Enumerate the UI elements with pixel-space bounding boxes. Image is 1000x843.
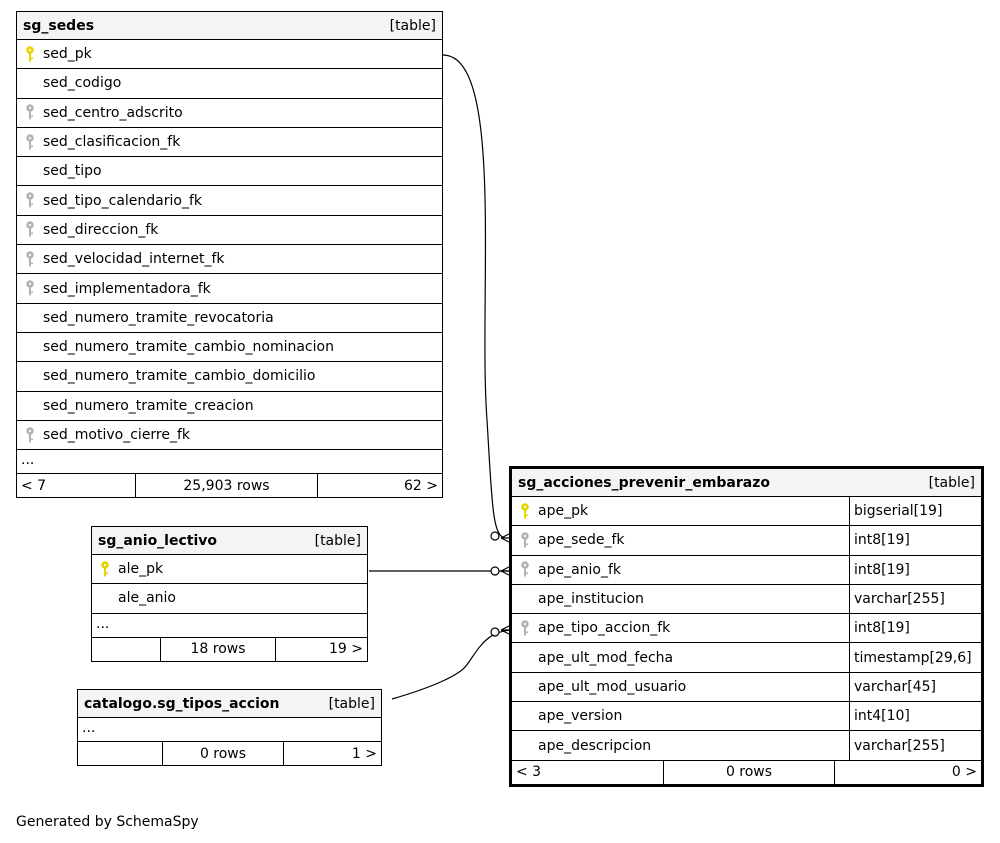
column-type: int8[19] bbox=[849, 614, 981, 642]
column-row[interactable] bbox=[512, 731, 981, 760]
column-name: sed_numero_tramite_revocatoria bbox=[43, 309, 274, 326]
column-row[interactable] bbox=[512, 614, 981, 643]
relation-sedes-optional-marker bbox=[491, 532, 499, 540]
column-type: varchar[255] bbox=[849, 731, 981, 759]
column-row[interactable] bbox=[512, 702, 981, 731]
column-name: ape_version bbox=[538, 708, 623, 725]
table-footer bbox=[17, 474, 442, 497]
column-row[interactable] bbox=[512, 526, 981, 555]
column-name: ape_pk bbox=[538, 503, 589, 520]
table-name: catalogo.sg_tipos_accion bbox=[84, 695, 280, 712]
foreign-key-icon bbox=[25, 134, 35, 151]
foreign-key-icon bbox=[25, 427, 35, 444]
key-cell bbox=[512, 503, 538, 520]
table-sg-anio-lectivo[interactable] bbox=[91, 526, 368, 662]
column-row[interactable] bbox=[512, 497, 981, 526]
table-kind: [table] bbox=[389, 17, 436, 34]
column-name: ape_anio_fk bbox=[538, 561, 622, 578]
more-columns-ellipsis: ... bbox=[78, 718, 381, 742]
column-name: ape_ult_mod_usuario bbox=[538, 678, 687, 695]
table-footer bbox=[78, 742, 381, 765]
table-sg-acciones-prevenir-embarazo[interactable] bbox=[509, 466, 984, 787]
table-footer bbox=[512, 761, 981, 784]
parent-count[interactable] bbox=[92, 638, 160, 661]
table-header bbox=[17, 12, 442, 40]
foreign-key-icon bbox=[25, 251, 35, 268]
column-list bbox=[512, 497, 981, 761]
column-row[interactable] bbox=[512, 585, 981, 614]
column-name: ape_descripcion bbox=[538, 737, 652, 754]
column-row[interactable] bbox=[512, 556, 981, 585]
foreign-key-icon bbox=[25, 280, 35, 297]
table-name: sg_acciones_prevenir_embarazo bbox=[518, 474, 770, 491]
column-row[interactable] bbox=[17, 304, 442, 333]
parent-count[interactable] bbox=[78, 742, 162, 765]
foreign-key-icon bbox=[25, 104, 35, 121]
column-name: sed_centro_adscrito bbox=[43, 104, 183, 121]
key-cell bbox=[512, 532, 538, 549]
more-columns-ellipsis: ... bbox=[92, 614, 367, 638]
table-header bbox=[78, 690, 381, 718]
parent-count[interactable]: < 7 bbox=[21, 477, 47, 494]
column-type: int4[10] bbox=[849, 702, 981, 730]
column-row[interactable] bbox=[17, 245, 442, 274]
column-row[interactable] bbox=[17, 362, 442, 391]
key-cell bbox=[17, 104, 43, 121]
column-name: sed_motivo_cierre_fk bbox=[43, 427, 191, 443]
column-name: ape_sede_fk bbox=[538, 532, 625, 549]
table-name: sg_anio_lectivo bbox=[98, 532, 218, 549]
column-type: int8[19] bbox=[849, 556, 981, 584]
relation-sedes-to-sede-fk bbox=[443, 55, 505, 538]
column-name: ale_pk bbox=[118, 561, 164, 578]
table-header bbox=[512, 469, 981, 497]
column-name: sed_direccion_fk bbox=[43, 221, 159, 238]
row-count: 0 rows bbox=[162, 742, 283, 765]
table-kind: [table] bbox=[314, 532, 361, 549]
column-row[interactable] bbox=[17, 274, 442, 303]
column-name: sed_implementadora_fk bbox=[43, 280, 211, 297]
column-name: sed_clasificacion_fk bbox=[43, 134, 181, 151]
primary-key-icon bbox=[520, 503, 530, 520]
column-type: timestamp[29,6] bbox=[849, 643, 981, 671]
column-row[interactable] bbox=[17, 186, 442, 215]
column-name: sed_codigo bbox=[43, 75, 122, 92]
column-row[interactable] bbox=[17, 157, 442, 186]
table-kind: [table] bbox=[328, 695, 375, 712]
key-cell bbox=[17, 280, 43, 297]
key-cell bbox=[17, 221, 43, 238]
column-row[interactable] bbox=[17, 128, 442, 157]
relation-tipos-optional-marker bbox=[491, 628, 499, 636]
column-name: sed_numero_tramite_creacion bbox=[43, 397, 254, 414]
key-cell bbox=[17, 427, 43, 444]
column-name: sed_numero_tramite_cambio_nominacion bbox=[43, 339, 334, 356]
column-name: ape_ult_mod_fecha bbox=[538, 649, 674, 666]
generated-by-credit: Generated by SchemaSpy bbox=[16, 814, 199, 830]
child-count[interactable]: 19 > bbox=[275, 638, 367, 661]
foreign-key-icon bbox=[25, 192, 35, 209]
table-sg-sedes[interactable] bbox=[16, 11, 443, 498]
table-kind: [table] bbox=[928, 474, 975, 491]
more-columns-ellipsis: ... bbox=[17, 450, 442, 474]
key-cell bbox=[512, 561, 538, 578]
column-row[interactable] bbox=[17, 333, 442, 362]
table-name: sg_sedes bbox=[23, 17, 95, 34]
key-cell bbox=[17, 192, 43, 209]
foreign-key-icon bbox=[520, 532, 530, 549]
column-type: int8[19] bbox=[849, 526, 981, 554]
parent-count[interactable]: < 3 bbox=[516, 764, 542, 781]
child-count[interactable]: 62 > bbox=[317, 474, 442, 497]
column-name: sed_numero_tramite_cambio_domicilio bbox=[43, 368, 316, 385]
child-count[interactable]: 1 > bbox=[283, 742, 381, 765]
column-row[interactable] bbox=[512, 643, 981, 672]
column-name: ape_tipo_accion_fk bbox=[538, 620, 671, 637]
column-name: sed_tipo bbox=[43, 163, 102, 180]
column-row[interactable] bbox=[17, 392, 442, 421]
key-cell bbox=[512, 620, 538, 637]
child-count[interactable]: 0 > bbox=[834, 761, 981, 784]
key-cell bbox=[17, 46, 43, 63]
column-name: sed_tipo_calendario_fk bbox=[43, 192, 202, 209]
column-row[interactable] bbox=[17, 99, 442, 128]
column-row[interactable] bbox=[17, 69, 442, 98]
row-count: 18 rows bbox=[160, 638, 275, 661]
table-header bbox=[92, 527, 367, 555]
primary-key-icon bbox=[25, 46, 35, 63]
primary-key-icon bbox=[100, 561, 110, 578]
row-count: 0 rows bbox=[663, 761, 834, 784]
table-footer bbox=[92, 638, 367, 661]
column-type: varchar[255] bbox=[849, 585, 981, 613]
key-cell bbox=[92, 561, 118, 578]
foreign-key-icon bbox=[25, 221, 35, 238]
column-row[interactable] bbox=[92, 584, 367, 613]
column-row[interactable] bbox=[17, 421, 442, 450]
row-count: 25,903 rows bbox=[135, 474, 317, 497]
column-row[interactable] bbox=[92, 555, 367, 584]
column-row[interactable] bbox=[17, 216, 442, 245]
column-row[interactable] bbox=[17, 40, 442, 69]
column-list bbox=[17, 40, 442, 450]
column-name: ape_institucion bbox=[538, 591, 644, 608]
column-list bbox=[92, 555, 367, 614]
column-name: sed_pk bbox=[43, 46, 92, 63]
table-sg-tipos-accion[interactable] bbox=[77, 689, 382, 766]
key-cell bbox=[17, 134, 43, 151]
key-cell bbox=[17, 251, 43, 268]
column-name: sed_velocidad_internet_fk bbox=[43, 251, 225, 268]
column-type: bigserial[19] bbox=[849, 497, 981, 525]
foreign-key-icon bbox=[520, 561, 530, 578]
relation-tipos-to-tipo-fk bbox=[392, 630, 511, 699]
foreign-key-icon bbox=[520, 620, 530, 637]
relation-anio-optional-marker bbox=[491, 567, 499, 575]
column-row[interactable] bbox=[512, 673, 981, 702]
column-name: ale_anio bbox=[118, 590, 176, 607]
column-type: varchar[45] bbox=[849, 673, 981, 701]
